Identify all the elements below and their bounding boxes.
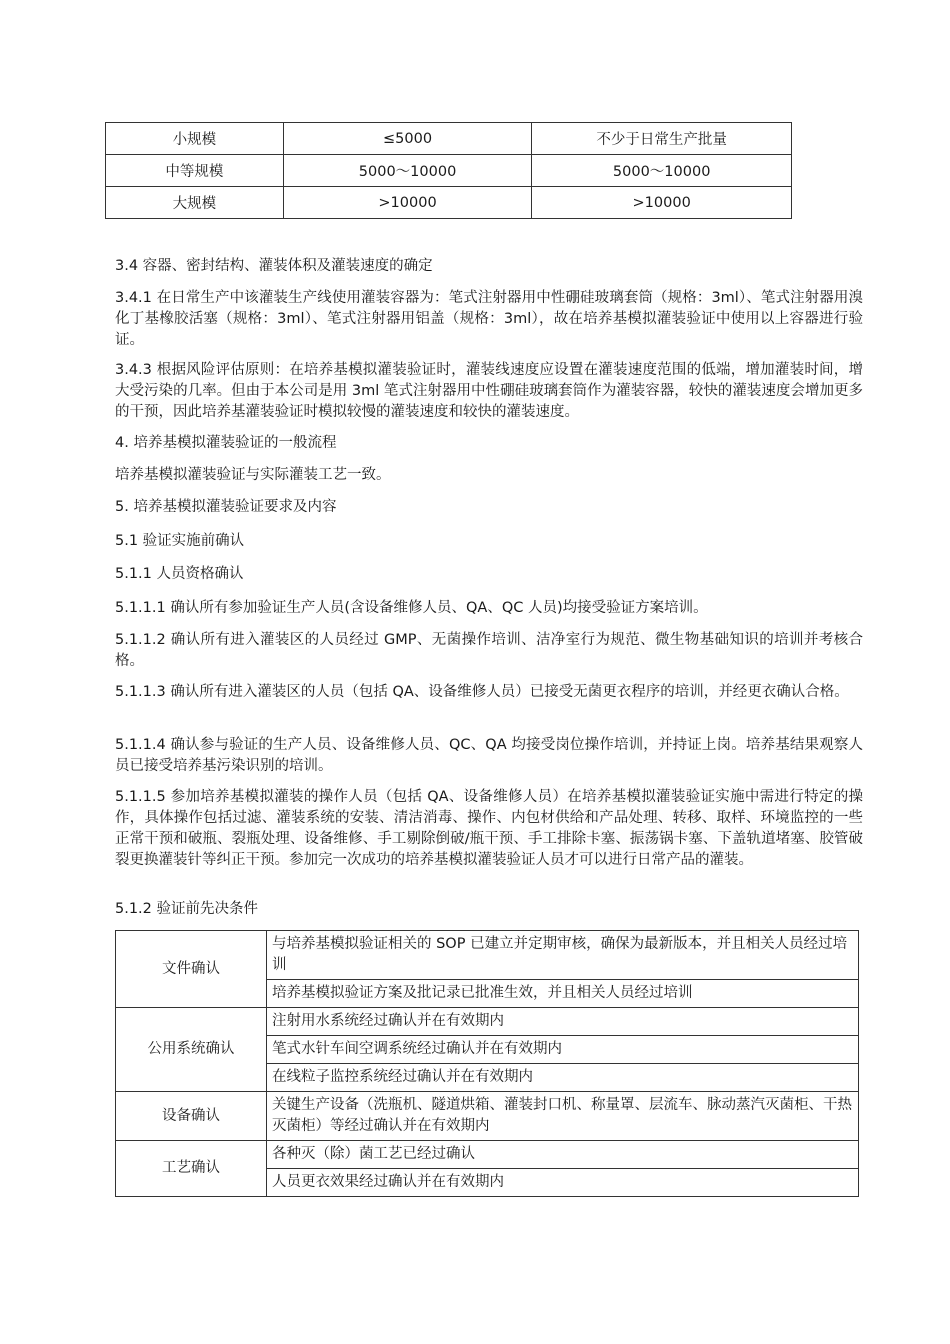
table-cell: 5000～10000 — [532, 155, 792, 187]
table-row — [116, 1141, 859, 1169]
table-row — [106, 187, 792, 219]
table-cell: 5000～10000 — [283, 155, 532, 187]
table-row — [116, 1008, 859, 1036]
prerequisite-table — [115, 930, 859, 1197]
table-cell: 关键生产设备（洗瓶机、隧道烘箱、灌装封口机、称量罩、层流车、脉动蒸汽灭菌柜、干热灭菌柜）等经过确认并在有效期内 — [267, 1092, 859, 1141]
paragraph-3-4-1: 3.4.1 在日常生产中该灌装生产线使用灌装容器为：笔式注射器用中性硼硅玻璃套筒（规格：3ml）、笔式注射器用溴化丁基橡胶活塞（规格：3ml）、笔式注射器用铝盖（规格：3ml），故在培养基模拟灌装验证中使用以上容器进行验证。 — [115, 290, 863, 348]
table-cell: 大规模 — [106, 187, 284, 219]
table-row — [116, 931, 859, 980]
table-cell: 与培养基模拟验证相关的 SOP 已建立并定期审核，确保为最新版本，并且相关人员经过培训 — [267, 931, 859, 980]
table-row — [116, 1092, 859, 1141]
table-row — [106, 155, 792, 187]
table-cell: 注射用水系统经过确认并在有效期内 — [267, 1008, 859, 1036]
section-5-1-heading: 5.1 验证实施前确认 — [115, 533, 245, 549]
section-5-1-2-heading: 5.1.2 验证前先决条件 — [115, 901, 259, 917]
table-cell: 培养基模拟验证方案及批记录已批准生效，并且相关人员经过培训 — [267, 980, 859, 1008]
table-cell: >10000 — [283, 187, 532, 219]
paragraph-3-4-3: 3.4.3 根据风险评估原则：在培养基模拟灌装验证时，灌装线速度应设置在灌装速度范围的低端，增加灌装时间，增大受污染的几率。但由于本公司是用 3ml 笔式注射器用中性硼硅玻璃套筒作为灌装容器，较快的灌装速度会增加更多的干预，因此培养基灌装验证时模拟较慢的灌装速度和较快的灌装速度。 — [115, 362, 863, 420]
section-3-4-heading: 3.4 容器、密封结构、灌装体积及灌装速度的确定 — [115, 258, 433, 274]
section-4-heading: 4. 培养基模拟灌装验证的一般流程 — [115, 435, 337, 451]
table-row — [106, 123, 792, 155]
table-cell: 人员更衣效果经过确认并在有效期内 — [267, 1169, 859, 1197]
category-cell: 公用系统确认 — [116, 1008, 267, 1092]
paragraph-5-1-1-2: 5.1.1.2 确认所有进入灌装区的人员经过 GMP、无菌操作培训、洁净室行为规范、微生物基础知识的培训并考核合格。 — [115, 632, 863, 669]
table-cell: >10000 — [532, 187, 792, 219]
section-5-1-1-heading: 5.1.1 人员资格确认 — [115, 566, 244, 582]
section-5-heading: 5. 培养基模拟灌装验证要求及内容 — [115, 499, 337, 515]
table-cell: 不少于日常生产批量 — [532, 123, 792, 155]
paragraph-5-1-1-4: 5.1.1.4 确认参与验证的生产人员、设备维修人员、QC、QA 均接受岗位操作培训，并持证上岗。培养基结果观察人员已接受培养基污染识别的培训。 — [115, 737, 863, 774]
category-cell: 文件确认 — [116, 931, 267, 1008]
category-cell: 设备确认 — [116, 1092, 267, 1141]
table-cell: 笔式水针车间空调系统经过确认并在有效期内 — [267, 1036, 859, 1064]
paragraph-4: 培养基模拟灌装验证与实际灌装工艺一致。 — [115, 467, 391, 483]
table-cell: 各种灭（除）菌工艺已经过确认 — [267, 1141, 859, 1169]
table-cell: 中等规模 — [106, 155, 284, 187]
paragraph-5-1-1-5: 5.1.1.5 参加培养基模拟灌装的操作人员（包括 QA、设备维修人员）在培养基模拟灌装验证实施中需进行特定的操作，具体操作包括过滤、灌装系统的安装、清洁消毒、操作、内包材供给和产品处理、转移、取样、环境监控的一些正常干预和破瓶、裂瓶处理、设备维修、手工剔除倒破/瓶干预、手工排除卡塞、振荡锅卡塞、下盖轨道堵塞、胶管破裂更换灌装针等纠正干预。参加完一次成功的培养基模拟灌装验证人员才可以进行日常产品的灌装。 — [115, 789, 863, 868]
table-cell: ≤5000 — [283, 123, 532, 155]
batch-scale-table — [105, 122, 792, 219]
category-cell: 工艺确认 — [116, 1141, 267, 1197]
paragraph-5-1-1-3: 5.1.1.3 确认所有进入灌装区的人员（包括 QA、设备维修人员）已接受无菌更衣程序的培训，并经更衣确认合格。 — [115, 684, 849, 700]
table-cell: 在线粒子监控系统经过确认并在有效期内 — [267, 1064, 859, 1092]
paragraph-5-1-1-1: 5.1.1.1 确认所有参加验证生产人员(含设备维修人员、QA、QC 人员)均接受验证方案培训。 — [115, 600, 708, 616]
table-cell: 小规模 — [106, 123, 284, 155]
